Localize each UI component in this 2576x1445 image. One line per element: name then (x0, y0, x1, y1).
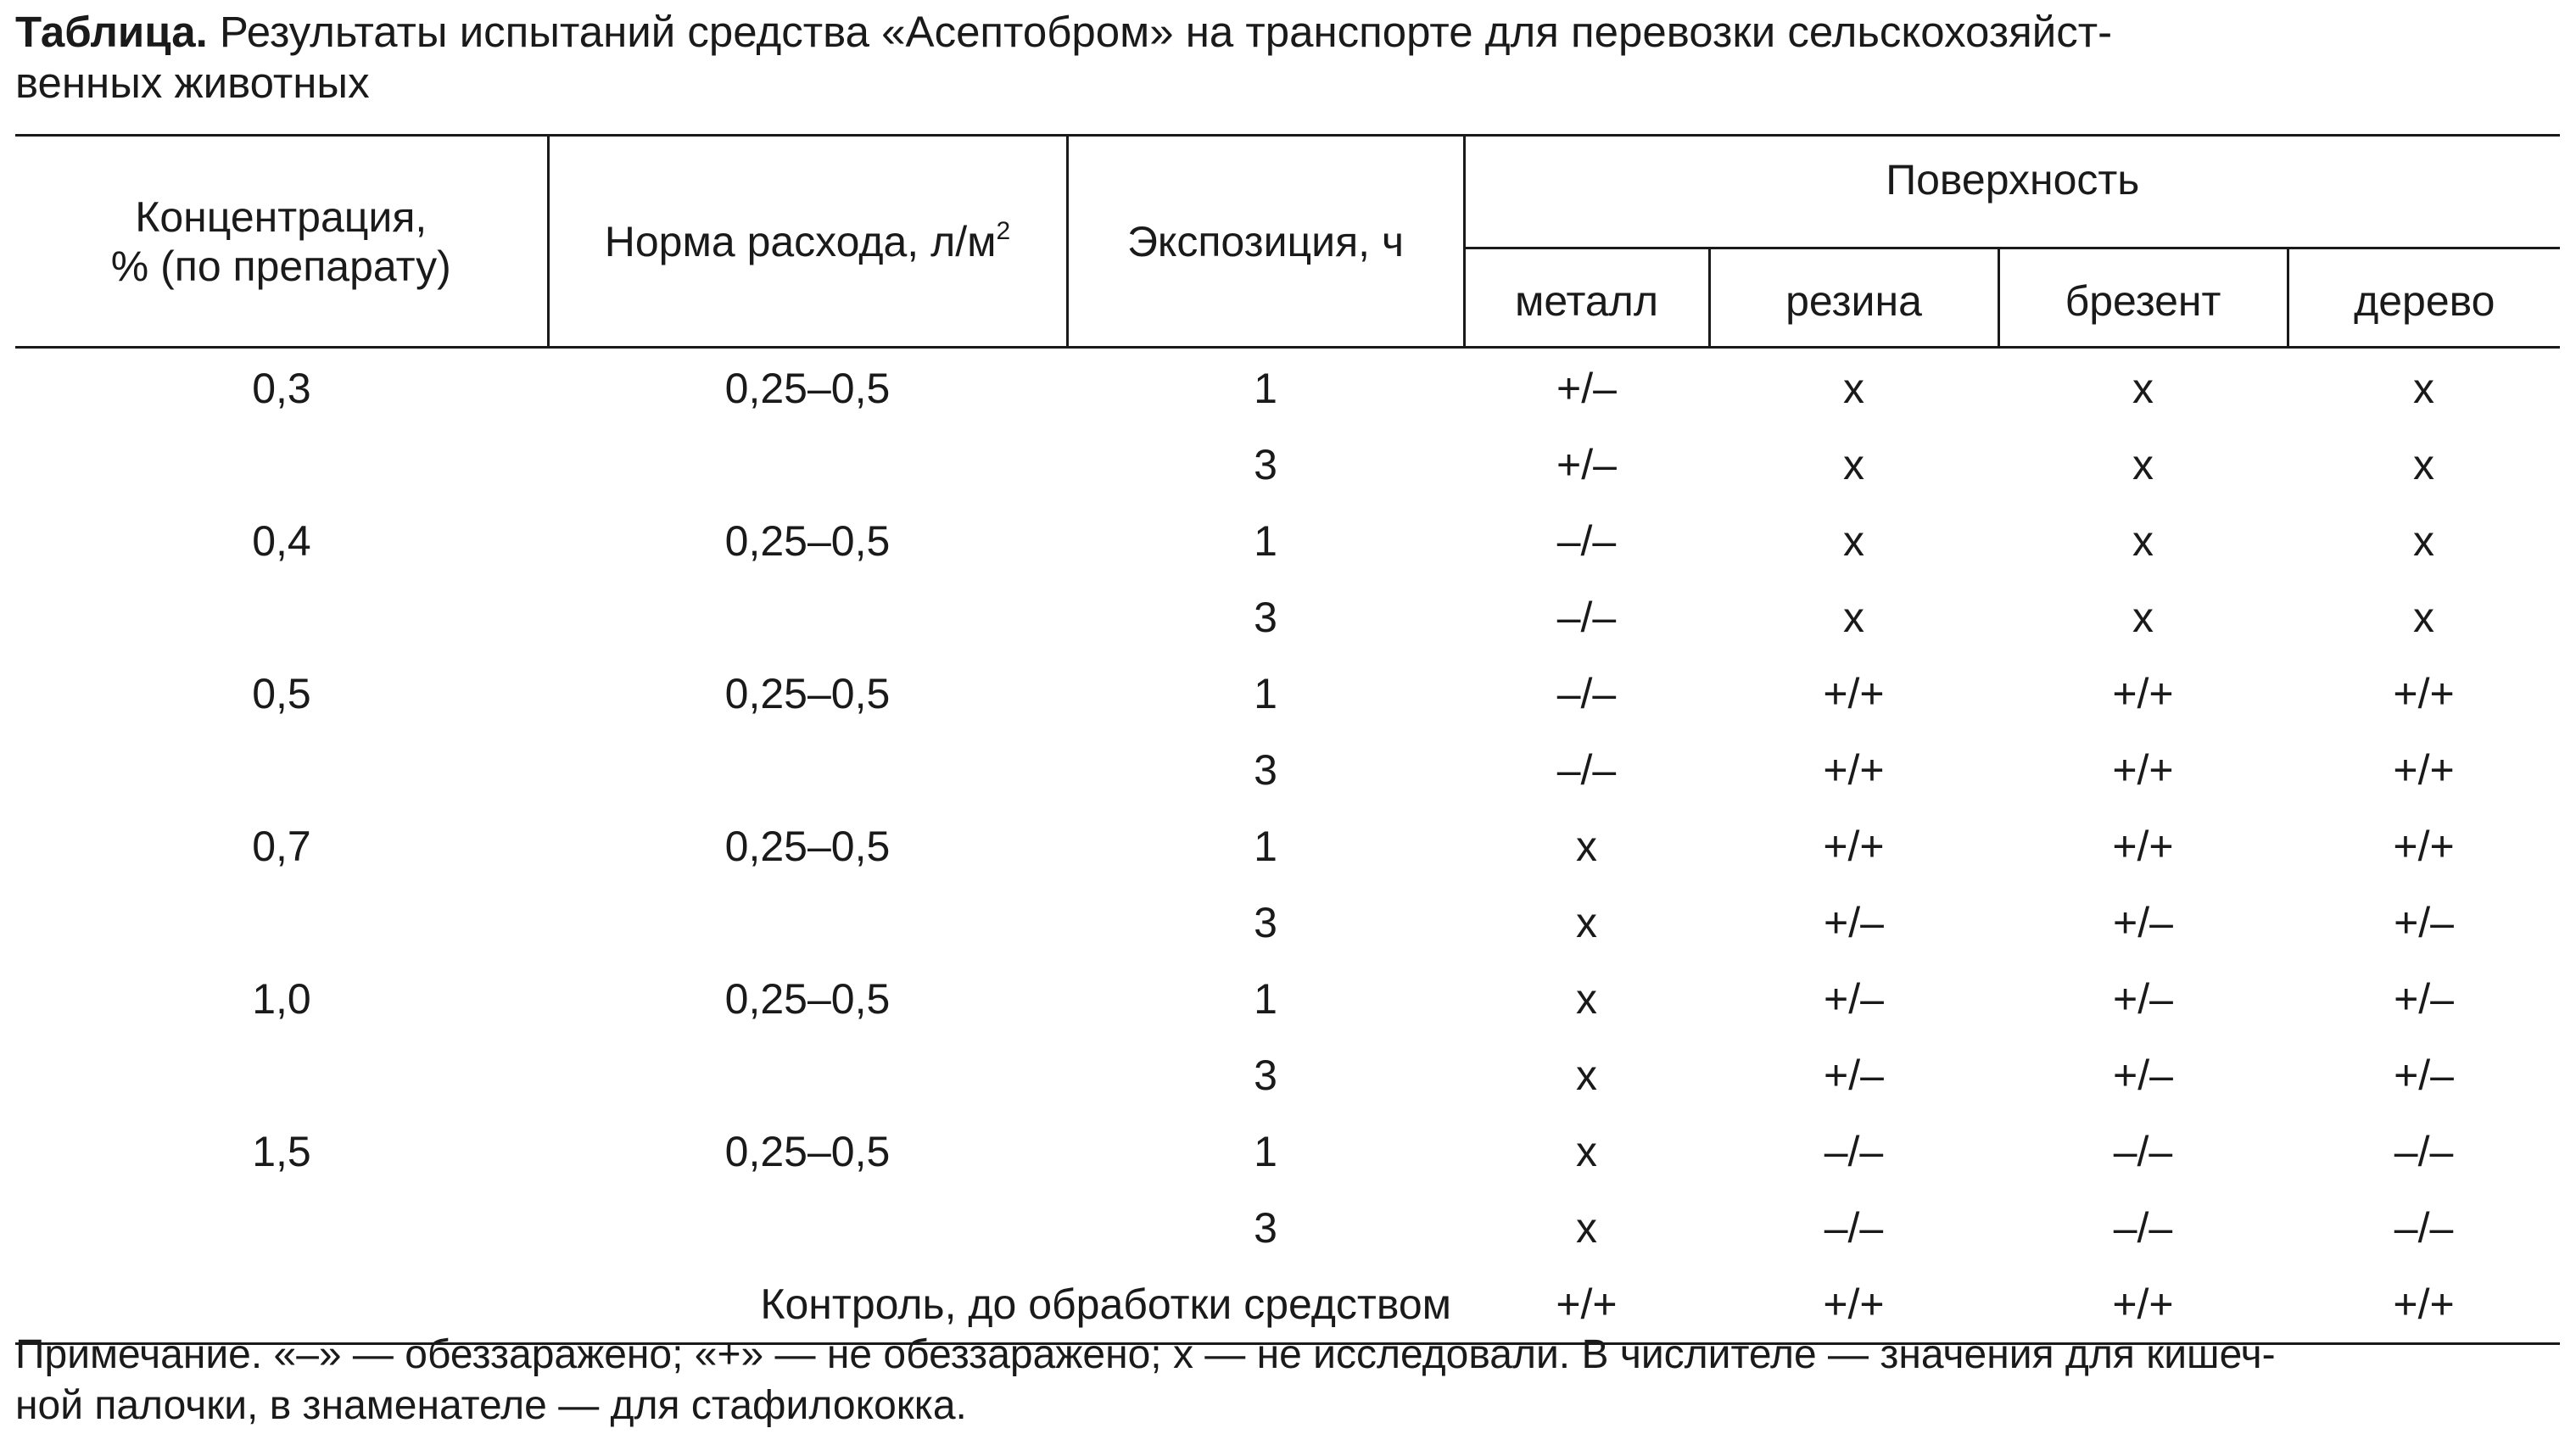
cell-metal: –/– (1556, 594, 1617, 641)
table-row (15, 579, 2560, 656)
header-norm (548, 136, 1067, 348)
cell-exposure: 1 (1254, 365, 1277, 412)
cell-norm (548, 427, 1067, 503)
table-row (15, 961, 2560, 1037)
cell-metal: –/– (1556, 746, 1617, 794)
header-concentration (15, 136, 548, 348)
cell-exposure: 3 (1254, 899, 1277, 946)
cell-tarpaulin: +/+ (2112, 746, 2174, 794)
cell-wood: +/– (2394, 899, 2454, 946)
table-row (15, 1113, 2560, 1190)
table-row (15, 808, 2560, 884)
header-surface-wood: дерево (2288, 248, 2560, 348)
cell-wood: х (2413, 517, 2435, 565)
cell-wood: +/+ (2393, 823, 2455, 870)
cell-concentration (15, 1190, 548, 1266)
cell-concentration: 0,7 (252, 823, 311, 870)
cell-norm (548, 579, 1067, 656)
cell-metal: х (1576, 899, 1597, 946)
cell-wood: +/+ (2393, 670, 2455, 717)
header-concentration-line2: % (по препарату) (110, 242, 451, 290)
cell-metal: х (1576, 1128, 1597, 1175)
cell-concentration (15, 732, 548, 808)
cell-exposure: 3 (1254, 746, 1277, 794)
cell-rubber: +/– (1824, 1052, 1884, 1099)
cell-norm: 0,25–0,5 (724, 975, 891, 1023)
cell-rubber: –/– (1824, 1128, 1884, 1175)
cell-rubber: х (1843, 441, 1864, 488)
header-surface (1464, 136, 2560, 248)
cell-norm (548, 884, 1067, 961)
table-row (15, 503, 2560, 579)
cell-metal: х (1576, 1052, 1597, 1099)
cell-exposure: 3 (1254, 1204, 1277, 1252)
cell-wood: +/– (2394, 975, 2454, 1023)
header-surface-metal: металл (1464, 248, 1709, 348)
cell-norm (548, 1037, 1067, 1113)
table-note (15, 1330, 2551, 1431)
control-cell-rubber: +/+ (1823, 1280, 1885, 1328)
cell-tarpaulin: +/+ (2112, 823, 2174, 870)
cell-exposure: 1 (1254, 1128, 1277, 1175)
table-row (15, 884, 2560, 961)
header-concentration-line1: Концентрация, (135, 192, 427, 241)
cell-wood: +/+ (2393, 746, 2455, 794)
cell-wood: +/– (2394, 1052, 2454, 1099)
header-surface-tarpaulin: брезент (1998, 248, 2288, 348)
cell-norm: 0,25–0,5 (724, 670, 891, 717)
header-exposure (1067, 136, 1464, 348)
header-exposure-text: Экспозиция, ч (1126, 217, 1405, 265)
cell-rubber: х (1843, 517, 1864, 565)
cell-exposure: 1 (1254, 517, 1277, 565)
cell-wood: –/– (2394, 1128, 2454, 1175)
control-label: Контроль, до обработки средством (760, 1280, 1451, 1328)
cell-rubber: +/– (1824, 899, 1884, 946)
cell-norm: 0,25–0,5 (724, 365, 891, 412)
cell-metal: х (1576, 1204, 1597, 1252)
table-row (15, 1190, 2560, 1266)
cell-metal: +/– (1556, 441, 1617, 488)
cell-metal: –/– (1556, 670, 1617, 717)
cell-rubber: +/+ (1823, 670, 1885, 717)
cell-concentration: 1,0 (252, 975, 311, 1023)
table-row (15, 656, 2560, 732)
cell-rubber: +/+ (1823, 823, 1885, 870)
cell-concentration: 0,3 (252, 365, 311, 412)
cell-exposure: 3 (1254, 441, 1277, 488)
cell-rubber: +/+ (1823, 746, 1885, 794)
note-line2: ной палочки, в знаменателе — для стафилококка. (15, 1383, 967, 1428)
cell-norm (548, 1190, 1067, 1266)
header-norm-superscript: 2 (996, 216, 1011, 245)
cell-tarpaulin: х (2132, 594, 2154, 641)
cell-tarpaulin: х (2132, 517, 2154, 565)
cell-tarpaulin: –/– (2113, 1204, 2173, 1252)
control-cell-wood: +/+ (2393, 1280, 2455, 1328)
caption-label: Таблица. (15, 8, 208, 56)
cell-metal: –/– (1556, 517, 1617, 565)
header-surface-text: Поверхность (1886, 156, 2140, 204)
cell-concentration (15, 427, 548, 503)
cell-norm: 0,25–0,5 (724, 823, 891, 870)
table-row (15, 348, 2560, 427)
cell-norm: 0,25–0,5 (724, 517, 891, 565)
cell-tarpaulin: –/– (2113, 1128, 2173, 1175)
table-row (15, 427, 2560, 503)
cell-tarpaulin: +/– (2113, 1052, 2173, 1099)
cell-tarpaulin: +/– (2113, 899, 2173, 946)
control-cell-metal: +/+ (1556, 1280, 1618, 1328)
cell-metal: х (1576, 823, 1597, 870)
cell-exposure: 1 (1254, 975, 1277, 1023)
cell-metal: +/– (1556, 365, 1617, 412)
cell-concentration (15, 1037, 548, 1113)
table-row (15, 732, 2560, 808)
cell-norm: 0,25–0,5 (724, 1128, 891, 1175)
cell-exposure: 3 (1254, 1052, 1277, 1099)
table-body (15, 348, 2560, 1344)
table-row (15, 1037, 2560, 1113)
cell-wood: х (2413, 594, 2435, 641)
cell-exposure: 1 (1254, 670, 1277, 717)
cell-wood: –/– (2394, 1204, 2454, 1252)
cell-tarpaulin: х (2132, 441, 2154, 488)
cell-wood: х (2413, 365, 2435, 412)
table-caption (15, 7, 2551, 109)
cell-concentration: 0,5 (252, 670, 311, 717)
caption-text-line2: венных животных (15, 59, 370, 107)
cell-concentration: 0,4 (252, 517, 311, 565)
document (15, 0, 2560, 1445)
note-line1: Примечание. «–» — обеззаражено; «+» — не обеззаражено; х — не исследовали. В числителе — значения для кишеч- (15, 1332, 2276, 1377)
caption-text-line1: Результаты испытаний средства «Асептобром» на транспорте для перевозки сельскохозяйст- (219, 8, 2113, 56)
cell-exposure: 3 (1254, 594, 1277, 641)
cell-tarpaulin: +/+ (2112, 670, 2174, 717)
cell-concentration (15, 884, 548, 961)
cell-wood: х (2413, 441, 2435, 488)
cell-concentration: 1,5 (252, 1128, 311, 1175)
cell-rubber: +/– (1824, 975, 1884, 1023)
header-norm-text: Норма расхода, л/м (604, 217, 997, 265)
cell-rubber: х (1843, 594, 1864, 641)
cell-exposure: 1 (1254, 823, 1277, 870)
cell-rubber: х (1843, 365, 1864, 412)
cell-concentration (15, 579, 548, 656)
cell-tarpaulin: х (2132, 365, 2154, 412)
cell-norm (548, 732, 1067, 808)
cell-metal: х (1576, 975, 1597, 1023)
results-table (15, 134, 2560, 1345)
control-cell-tarpaulin: +/+ (2112, 1280, 2174, 1328)
header-surface-rubber: резина (1709, 248, 1998, 348)
cell-rubber: –/– (1824, 1204, 1884, 1252)
cell-tarpaulin: +/– (2113, 975, 2173, 1023)
